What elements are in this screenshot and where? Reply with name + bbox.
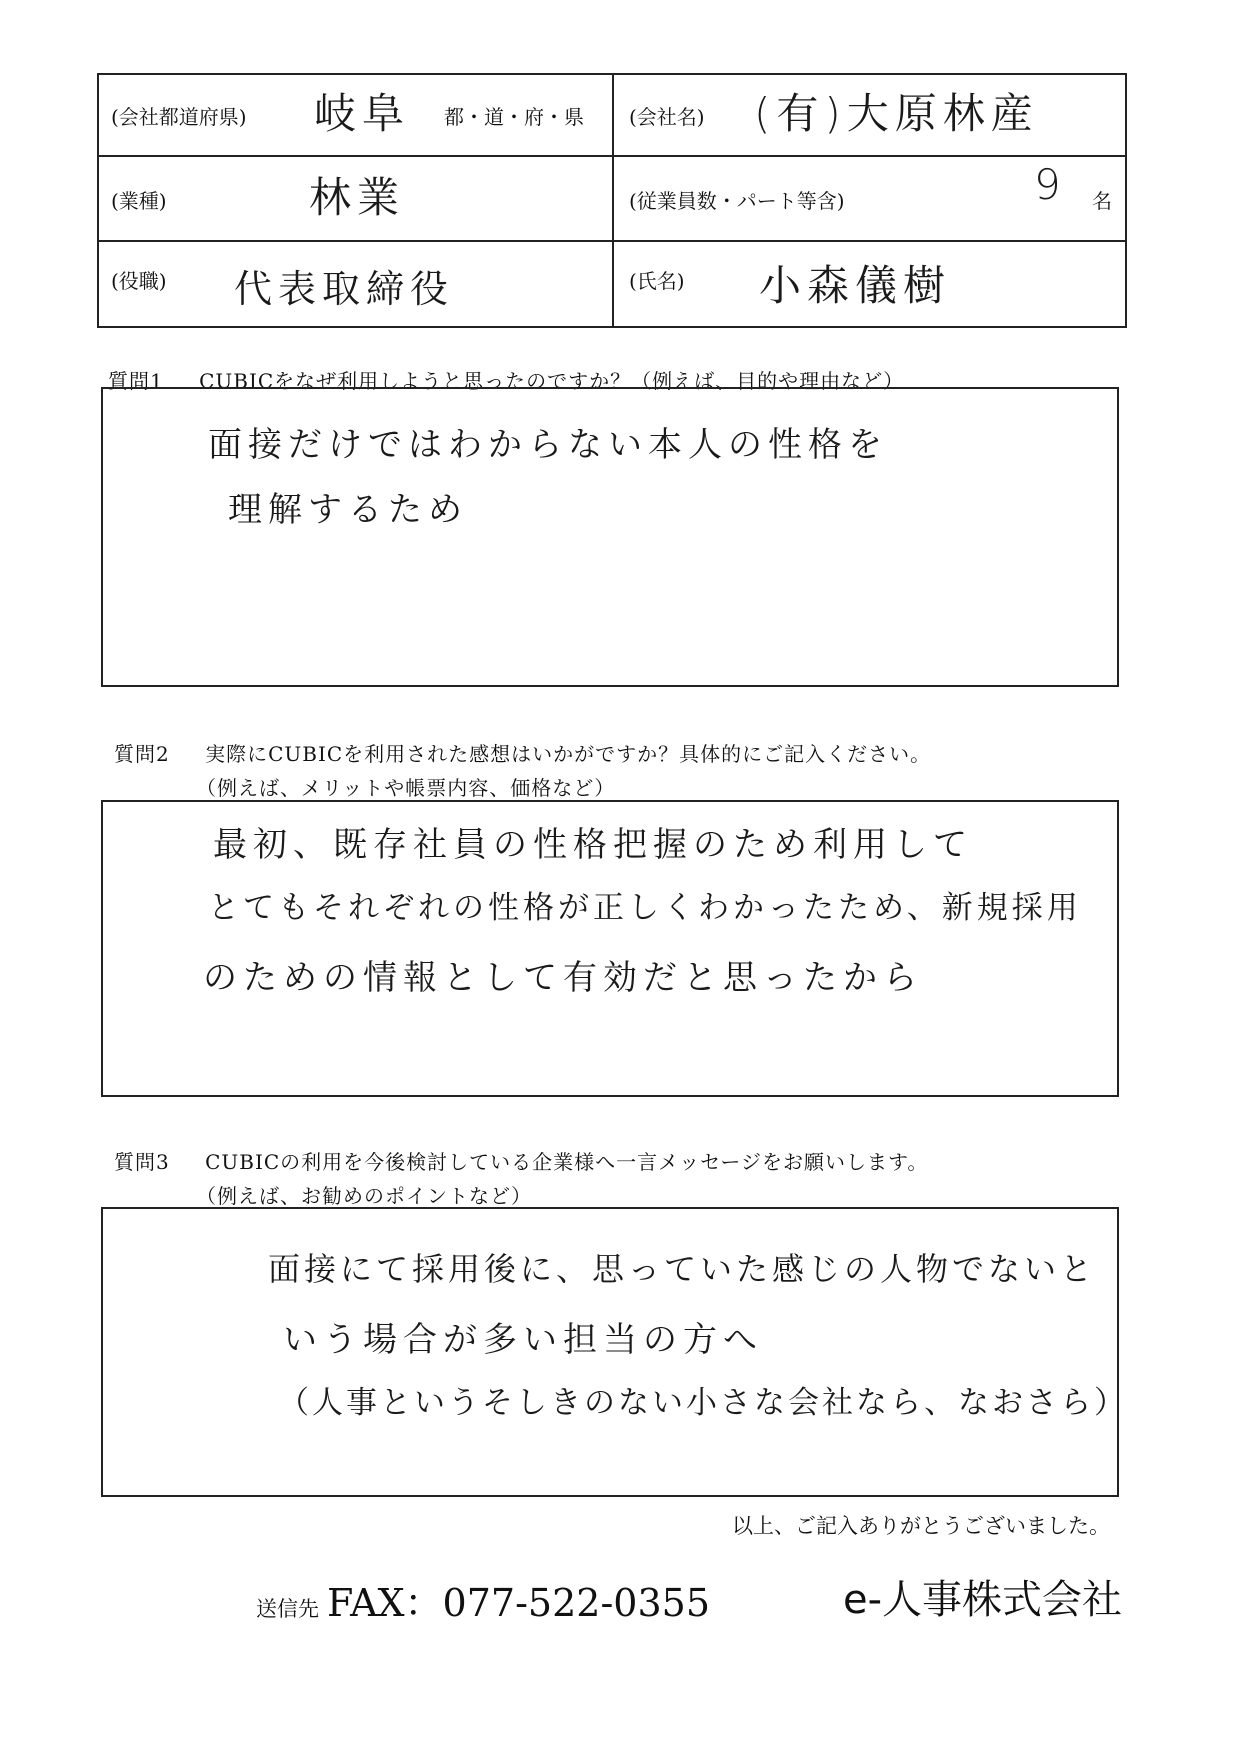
answer-2-line-1: 最初、既存社員の性格把握のため利用して — [213, 825, 973, 865]
question-1-text: CUBICをなぜ利用しようと思ったのですか？（例えば、目的や理由など） — [199, 369, 905, 393]
employees-label: (従業員数・パート等含) — [629, 189, 845, 213]
answer-2-line-2: とてもそれぞれの性格が正しくわかったため、新規採用 — [208, 890, 1082, 926]
company-name: e-人事株式会社 — [842, 1577, 1122, 1623]
answer-1-line-2: 理解するため — [228, 490, 468, 530]
company-name-value: (有)大原林産 — [754, 89, 1039, 138]
answer-2-line-3: のための情報として有効だと思ったから — [203, 958, 923, 998]
answer-1-line-1: 面接だけではわからない本人の性格を — [208, 425, 888, 465]
question-2-example: （例えば、メリットや帳票内容、価格など） — [196, 776, 616, 800]
industry-label: (業種) — [111, 189, 167, 213]
industry-value: 林業 — [309, 173, 406, 222]
position-label: (役職) — [111, 269, 167, 293]
fax-line — [256, 1572, 710, 1627]
company-name-label: (会社名) — [629, 105, 705, 129]
question-2-heading — [114, 738, 931, 767]
question-3-heading — [114, 1146, 928, 1175]
employees-value: 9 — [1034, 160, 1067, 209]
header-divider-1 — [99, 155, 1125, 157]
question-2-label: 質問2 — [114, 742, 170, 766]
name-label: (氏名) — [629, 269, 685, 293]
employees-unit: 名 — [1092, 189, 1112, 213]
prefecture-label: (会社都道府県) — [111, 105, 247, 129]
fax-number: FAX：077-522-0355 — [327, 1581, 711, 1625]
answer-2-box — [101, 800, 1119, 1097]
header-divider-2 — [99, 240, 1125, 242]
answer-3-line-2: いう場合が多い担当の方へ — [283, 1320, 763, 1360]
question-2-text: 実際にCUBICを利用された感想はいかがですか？具体的にご記入ください。 — [205, 742, 932, 766]
answer-3-box — [101, 1207, 1128, 1497]
question-3-example: （例えば、お勧めのポイントなど） — [196, 1184, 532, 1208]
answer-1-box — [101, 387, 1119, 687]
fax-prefix: 送信先 — [256, 1597, 319, 1621]
header-table — [97, 73, 1127, 328]
closing-message: 以上、ご記入ありがとうございました。 — [732, 1514, 1110, 1538]
name-value: 小森儀樹 — [759, 261, 952, 310]
question-1-label: 質問1 — [108, 369, 164, 393]
prefecture-value: 岐阜 — [314, 89, 411, 138]
header-divider-vertical — [612, 75, 614, 326]
question-3-label: 質問3 — [114, 1150, 170, 1174]
answer-3-line-1: 面接にて採用後に、思っていた感じの人物でないと — [268, 1250, 1097, 1288]
question-3-text: CUBICの利用を今後検討している企業様へ一言メッセージをお願いします。 — [205, 1150, 929, 1174]
prefecture-suffix: 都・道・府・県 — [444, 105, 584, 129]
position-value: 代表取締役 — [234, 267, 455, 311]
answer-3-line-3: （人事というそしきのない小さな会社なら、なおさら） — [278, 1385, 1128, 1421]
